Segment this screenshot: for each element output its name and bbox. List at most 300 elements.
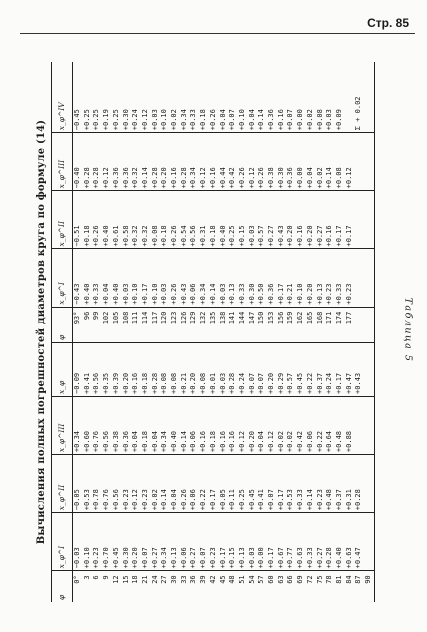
angle-cell: 147 <box>248 307 258 342</box>
value-cell: +0.12 <box>199 133 209 191</box>
table-row <box>267 62 277 602</box>
value-cell: +0.14 <box>180 396 190 454</box>
value-cell: +0.22 <box>316 396 326 454</box>
angle-cell: 105 <box>112 307 122 342</box>
value-cell: +0.26 <box>92 191 102 249</box>
value-cell: +0.40 <box>170 396 180 454</box>
value-cell: +0.20 <box>131 513 141 571</box>
value-cell: +0.42 <box>296 396 306 454</box>
value-cell: −0.05 <box>73 455 83 513</box>
table-row <box>219 62 229 602</box>
angle-cell: 45 <box>218 575 227 584</box>
value-cell: +0.17 <box>277 249 287 307</box>
table-row <box>83 62 93 602</box>
value-cell: +0.20 <box>306 191 316 249</box>
value-cell: +0.33 <box>296 455 306 513</box>
value-cell: +0.32 <box>131 191 141 249</box>
angle-cell: 24 <box>150 575 159 584</box>
col-x4-2: x_φ^IV <box>52 62 73 133</box>
value-cell: +0.70 <box>102 513 112 571</box>
value-cell: +0.17 <box>267 513 277 571</box>
angle-cell: 36 <box>189 575 198 584</box>
value-cell: +0.03 <box>219 342 229 396</box>
value-cell: +0.07 <box>141 513 151 571</box>
value-cell: +0.34 <box>160 396 170 454</box>
value-cell: +0.31 <box>199 191 209 249</box>
col-x3-1: x_φ^III <box>52 396 73 454</box>
table-row <box>122 62 132 602</box>
value-cell: +0.24 <box>238 342 248 396</box>
header-rule <box>20 33 415 34</box>
value-cell: +0.54 <box>180 191 190 249</box>
angle-cell: 132 <box>199 307 209 342</box>
value-cell: +0.13 <box>238 513 248 571</box>
value-cell: +0.24 <box>325 342 335 396</box>
value-cell: +0.17 <box>335 191 345 249</box>
value-cell: +0.23 <box>345 249 355 307</box>
value-cell: +0.10 <box>151 249 161 307</box>
value-cell: +0.14 <box>325 133 335 191</box>
value-cell <box>354 249 364 307</box>
angle-cell: 174 <box>335 307 345 342</box>
angle-cell: 81 <box>334 575 343 584</box>
value-cell: +0.36 <box>267 62 277 133</box>
value-cell: +0.58 <box>122 191 132 249</box>
value-cell: +0.08 <box>316 62 326 133</box>
table-header-row <box>52 62 73 602</box>
value-cell: +0.02 <box>170 62 180 133</box>
value-cell: +0.08 <box>160 342 170 396</box>
value-cell: +0.20 <box>160 133 170 191</box>
table-row <box>92 62 102 602</box>
value-cell: +0.22 <box>199 455 209 513</box>
table-row <box>160 62 170 602</box>
value-cell: −0.45 <box>73 62 83 133</box>
value-cell: +0.25 <box>112 62 122 133</box>
table-row <box>238 62 248 602</box>
angle-cell: 27 <box>160 575 169 584</box>
value-cell <box>354 396 364 454</box>
angle-cell: 9 <box>102 575 111 580</box>
value-cell: +0.10 <box>83 513 93 571</box>
angle-cell: 93° <box>73 307 83 342</box>
value-cell: +0.76 <box>102 455 112 513</box>
value-cell: +0.00 <box>296 62 306 133</box>
col-x-1: x_φ <box>52 342 73 396</box>
table-row <box>354 62 364 602</box>
value-cell: Σ + 0.02 <box>354 62 364 133</box>
value-cell: +0.15 <box>238 191 248 249</box>
angle-cell: 63 <box>276 575 285 584</box>
value-cell: +0.14 <box>160 455 170 513</box>
value-cell: +0.05 <box>219 455 229 513</box>
value-cell: +0.23 <box>325 249 335 307</box>
value-cell: +0.01 <box>209 342 219 396</box>
value-cell: +0.18 <box>141 396 151 454</box>
value-cell: +0.48 <box>335 396 345 454</box>
table-row <box>325 62 335 602</box>
value-cell: +0.07 <box>267 455 277 513</box>
table-row <box>209 62 219 602</box>
value-cell: +0.18 <box>160 191 170 249</box>
value-cell <box>364 62 374 133</box>
table-row <box>316 62 326 602</box>
value-cell: +0.30 <box>122 62 132 133</box>
col-x1-1: x_φ^I <box>52 513 73 571</box>
angle-cell: 144 <box>238 307 248 342</box>
value-cell: +0.20 <box>189 342 199 396</box>
value-cell: +0.02 <box>316 133 326 191</box>
value-cell: +0.17 <box>209 455 219 513</box>
value-cell: +0.16 <box>325 191 335 249</box>
value-cell: +0.34 <box>180 62 190 133</box>
value-cell: +0.63 <box>296 513 306 571</box>
value-cell: +0.40 <box>83 249 93 307</box>
value-cell: +0.64 <box>325 396 335 454</box>
value-cell: −0.43 <box>73 249 83 307</box>
value-cell: +0.25 <box>238 455 248 513</box>
value-cell: +0.20 <box>286 191 296 249</box>
angle-cell: 168 <box>316 307 326 342</box>
value-cell: +0.14 <box>306 455 316 513</box>
angle-cell: 3 <box>82 575 91 580</box>
value-cell: +0.35 <box>102 342 112 396</box>
value-cell: +0.20 <box>267 342 277 396</box>
table-row <box>228 62 238 602</box>
angle-cell: 117 <box>151 307 161 342</box>
value-cell: +0.36 <box>267 249 277 307</box>
value-cell: +0.12 <box>345 133 355 191</box>
angle-cell: 135 <box>209 307 219 342</box>
value-cell: +0.56 <box>102 396 112 454</box>
angle-cell: 162 <box>296 307 306 342</box>
value-cell: +0.03 <box>325 62 335 133</box>
value-cell: +0.34 <box>199 249 209 307</box>
value-cell <box>364 396 374 454</box>
angle-cell: 102 <box>102 307 112 342</box>
angle-cell: 42 <box>208 575 217 584</box>
value-cell: −0.40 <box>73 133 83 191</box>
angle-cell: 18 <box>131 575 140 584</box>
value-cell: +0.28 <box>83 133 93 191</box>
value-cell: +0.63 <box>345 513 355 571</box>
table-row <box>335 62 345 602</box>
col-x2-1: x_φ^II <box>52 455 73 513</box>
value-cell: +0.27 <box>316 191 326 249</box>
angle-cell: 12 <box>111 575 120 584</box>
value-cell: −0.03 <box>73 513 83 571</box>
angle-cell: 150 <box>257 307 267 342</box>
value-cell: +0.33 <box>306 513 316 571</box>
value-cell: +0.16 <box>199 396 209 454</box>
value-cell: +0.53 <box>83 455 93 513</box>
value-cell: +0.40 <box>102 191 112 249</box>
table-row <box>151 62 161 602</box>
value-cell: +0.44 <box>219 133 229 191</box>
value-cell: +0.33 <box>189 62 199 133</box>
value-cell: +0.20 <box>248 396 258 454</box>
value-cell: +0.16 <box>170 133 180 191</box>
angle-cell: 177 <box>345 307 355 342</box>
value-cell: +0.10 <box>131 249 141 307</box>
value-cell: +0.38 <box>112 396 122 454</box>
value-cell: +0.07 <box>199 513 209 571</box>
value-cell: +0.28 <box>354 455 364 513</box>
value-cell: +0.04 <box>219 62 229 133</box>
value-cell: +0.13 <box>170 513 180 571</box>
value-cell: +0.32 <box>141 191 151 249</box>
angle-cell: 0° <box>73 575 81 584</box>
value-cell: +0.06 <box>189 249 199 307</box>
value-cell: +0.88 <box>345 396 355 454</box>
value-cell: +0.10 <box>238 62 248 133</box>
value-cell: +0.22 <box>306 342 316 396</box>
col-phi-1: φ <box>52 571 73 602</box>
value-cell: +0.36 <box>122 396 132 454</box>
value-cell: +0.04 <box>151 396 161 454</box>
value-cell: +0.18 <box>83 191 93 249</box>
value-cell: +0.08 <box>335 133 345 191</box>
angle-cell: 111 <box>131 307 141 342</box>
value-cell: −0.09 <box>73 342 83 396</box>
value-cell: +0.11 <box>228 455 238 513</box>
value-cell: +0.18 <box>199 62 209 133</box>
table-title: Вычисления полных погрешностей диаметров круга по формуле (14) <box>36 119 47 545</box>
value-cell: +0.07 <box>257 342 267 396</box>
angle-cell: 21 <box>140 575 149 584</box>
angle-cell: 15 <box>121 575 130 584</box>
value-cell: +0.15 <box>228 513 238 571</box>
value-cell <box>364 191 374 249</box>
error-table <box>51 62 375 602</box>
value-cell: +0.16 <box>228 396 238 454</box>
value-cell: +0.17 <box>335 342 345 396</box>
angle-cell: 156 <box>277 307 287 342</box>
value-cell: +0.36 <box>286 133 296 191</box>
value-cell: +0.37 <box>335 455 345 513</box>
value-cell: +0.43 <box>277 191 287 249</box>
value-cell: +0.04 <box>306 133 316 191</box>
value-cell: +0.07 <box>248 342 258 396</box>
value-cell: +0.33 <box>335 249 345 307</box>
value-cell <box>364 133 374 191</box>
angle-cell: 57 <box>257 575 266 584</box>
angle-cell: 108 <box>122 307 132 342</box>
table-row <box>189 62 199 602</box>
value-cell: +0.23 <box>209 513 219 571</box>
value-cell: +0.13 <box>228 249 238 307</box>
value-cell: +0.23 <box>316 455 326 513</box>
value-cell: +0.17 <box>219 513 229 571</box>
col-x3-2: x_φ^III <box>52 133 73 191</box>
col-x1-2: x_φ^I <box>52 249 73 307</box>
value-cell: +0.25 <box>228 191 238 249</box>
value-cell: +0.25 <box>92 62 102 133</box>
value-cell: +0.57 <box>286 342 296 396</box>
angle-cell: 60 <box>267 575 276 584</box>
value-cell: +0.61 <box>112 191 122 249</box>
value-cell: +0.04 <box>257 396 267 454</box>
value-cell: +0.20 <box>122 342 132 396</box>
value-cell: +0.27 <box>267 191 277 249</box>
value-cell: +0.02 <box>151 455 161 513</box>
angle-cell: 66 <box>286 575 295 584</box>
value-cell: +0.08 <box>199 342 209 396</box>
value-cell: +0.18 <box>209 191 219 249</box>
table-row <box>131 62 141 602</box>
angle-cell: 33 <box>179 575 188 584</box>
table-row <box>170 62 180 602</box>
value-cell: +0.31 <box>345 455 355 513</box>
value-cell <box>364 249 374 307</box>
value-cell: +0.06 <box>306 396 316 454</box>
value-cell: +0.21 <box>180 342 190 396</box>
value-cell: +0.56 <box>189 191 199 249</box>
table-row <box>112 62 122 602</box>
value-cell: +0.18 <box>141 342 151 396</box>
value-cell: +0.26 <box>170 249 180 307</box>
value-cell: +0.40 <box>112 249 122 307</box>
angle-cell: 48 <box>228 575 237 584</box>
table-row <box>73 62 83 602</box>
value-cell: +0.33 <box>238 249 248 307</box>
value-cell: +0.12 <box>141 62 151 133</box>
angle-cell: 114 <box>141 307 151 342</box>
angle-cell: 138 <box>219 307 229 342</box>
value-cell: +0.03 <box>248 513 258 571</box>
value-cell: +0.36 <box>122 133 132 191</box>
angle-cell: 141 <box>228 307 238 342</box>
value-cell: +0.26 <box>180 455 190 513</box>
value-cell: +0.16 <box>296 191 306 249</box>
value-cell <box>364 342 374 396</box>
value-cell: +0.28 <box>228 342 238 396</box>
value-cell: +0.27 <box>316 513 326 571</box>
value-cell: +0.27 <box>189 513 199 571</box>
value-cell: +0.56 <box>112 455 122 513</box>
value-cell: +0.12 <box>238 396 248 454</box>
angle-cell: 90 <box>364 571 374 602</box>
value-cell: +0.30 <box>122 513 132 571</box>
angle-cell: 99 <box>92 307 102 342</box>
value-cell: +0.33 <box>92 249 102 307</box>
angle-cell: 6 <box>92 575 101 580</box>
table-label: Таблица 5 <box>402 297 414 363</box>
value-cell: +0.41 <box>257 455 267 513</box>
value-cell: +0.50 <box>257 249 267 307</box>
table-row <box>180 62 190 602</box>
value-cell: +0.43 <box>354 342 364 396</box>
value-cell <box>354 133 364 191</box>
table-row <box>199 62 209 602</box>
value-cell: +0.03 <box>219 249 229 307</box>
value-cell: +0.77 <box>286 513 296 571</box>
angle-cell: 87 <box>354 575 363 584</box>
value-cell: +0.04 <box>248 62 258 133</box>
value-cell: +0.32 <box>131 133 141 191</box>
angle-cell: 126 <box>180 307 190 342</box>
value-cell: +0.14 <box>141 133 151 191</box>
value-cell: +0.14 <box>209 249 219 307</box>
angle-cell: 159 <box>286 307 296 342</box>
value-cell: −0.51 <box>73 191 83 249</box>
value-cell: +0.16 <box>277 62 287 133</box>
angle-cell: 30 <box>170 575 179 584</box>
value-cell: +0.26 <box>209 62 219 133</box>
table-row <box>296 62 306 602</box>
value-cell: +0.43 <box>180 249 190 307</box>
value-cell: +0.28 <box>151 342 161 396</box>
value-cell: +0.26 <box>238 133 248 191</box>
table-row <box>141 62 151 602</box>
table-row <box>102 62 112 602</box>
col-x2-2: x_φ^II <box>52 191 73 249</box>
value-cell: +0.26 <box>170 191 180 249</box>
value-cell: +0.29 <box>277 342 287 396</box>
value-cell: +0.00 <box>296 133 306 191</box>
table-row <box>248 62 258 602</box>
angle-cell: 171 <box>325 307 335 342</box>
value-cell: +0.23 <box>92 513 102 571</box>
value-cell: +0.17 <box>141 249 151 307</box>
table-row <box>345 62 355 602</box>
value-cell <box>364 513 374 571</box>
angle-cell: 96 <box>83 307 93 342</box>
angle-cell: 153 <box>267 307 277 342</box>
value-cell: +0.14 <box>257 62 267 133</box>
value-cell: +0.00 <box>257 513 267 571</box>
value-cell: +0.21 <box>286 249 296 307</box>
value-cell: +0.12 <box>102 133 112 191</box>
value-cell: +0.16 <box>219 396 229 454</box>
value-cell: +0.78 <box>92 455 102 513</box>
value-cell: +0.19 <box>102 62 112 133</box>
value-cell: +0.09 <box>335 62 345 133</box>
angle-cell: 123 <box>170 307 180 342</box>
value-cell: +0.16 <box>131 342 141 396</box>
value-cell: +0.40 <box>219 191 229 249</box>
value-cell: +0.06 <box>189 455 199 513</box>
value-cell: +0.40 <box>335 513 345 571</box>
value-cell: +0.67 <box>277 513 287 571</box>
value-cell: +0.30 <box>277 133 287 191</box>
angle-cell: 39 <box>199 575 208 584</box>
value-cell: +0.41 <box>83 342 93 396</box>
value-cell: +0.57 <box>257 191 267 249</box>
value-cell: +0.02 <box>286 396 296 454</box>
value-cell: +0.17 <box>277 455 287 513</box>
value-cell: +0.48 <box>325 455 335 513</box>
angle-cell: 69 <box>296 575 305 584</box>
value-cell: +0.28 <box>151 133 161 191</box>
value-cell: +0.03 <box>122 249 132 307</box>
rotated-table-block <box>35 62 415 602</box>
value-cell <box>345 62 355 133</box>
value-cell: +0.06 <box>189 396 199 454</box>
value-cell: +0.53 <box>286 455 296 513</box>
value-cell: +0.10 <box>160 62 170 133</box>
value-cell: +0.12 <box>131 455 141 513</box>
value-cell: +0.28 <box>180 133 190 191</box>
page-number: Стр. 85 <box>367 16 409 30</box>
value-cell: +0.24 <box>131 62 141 133</box>
value-cell: +0.28 <box>325 513 335 571</box>
value-cell: +0.02 <box>306 62 316 133</box>
value-cell: +0.34 <box>73 396 83 454</box>
value-cell: +0.07 <box>228 62 238 133</box>
value-cell: +0.37 <box>316 342 326 396</box>
value-cell: +0.76 <box>92 396 102 454</box>
